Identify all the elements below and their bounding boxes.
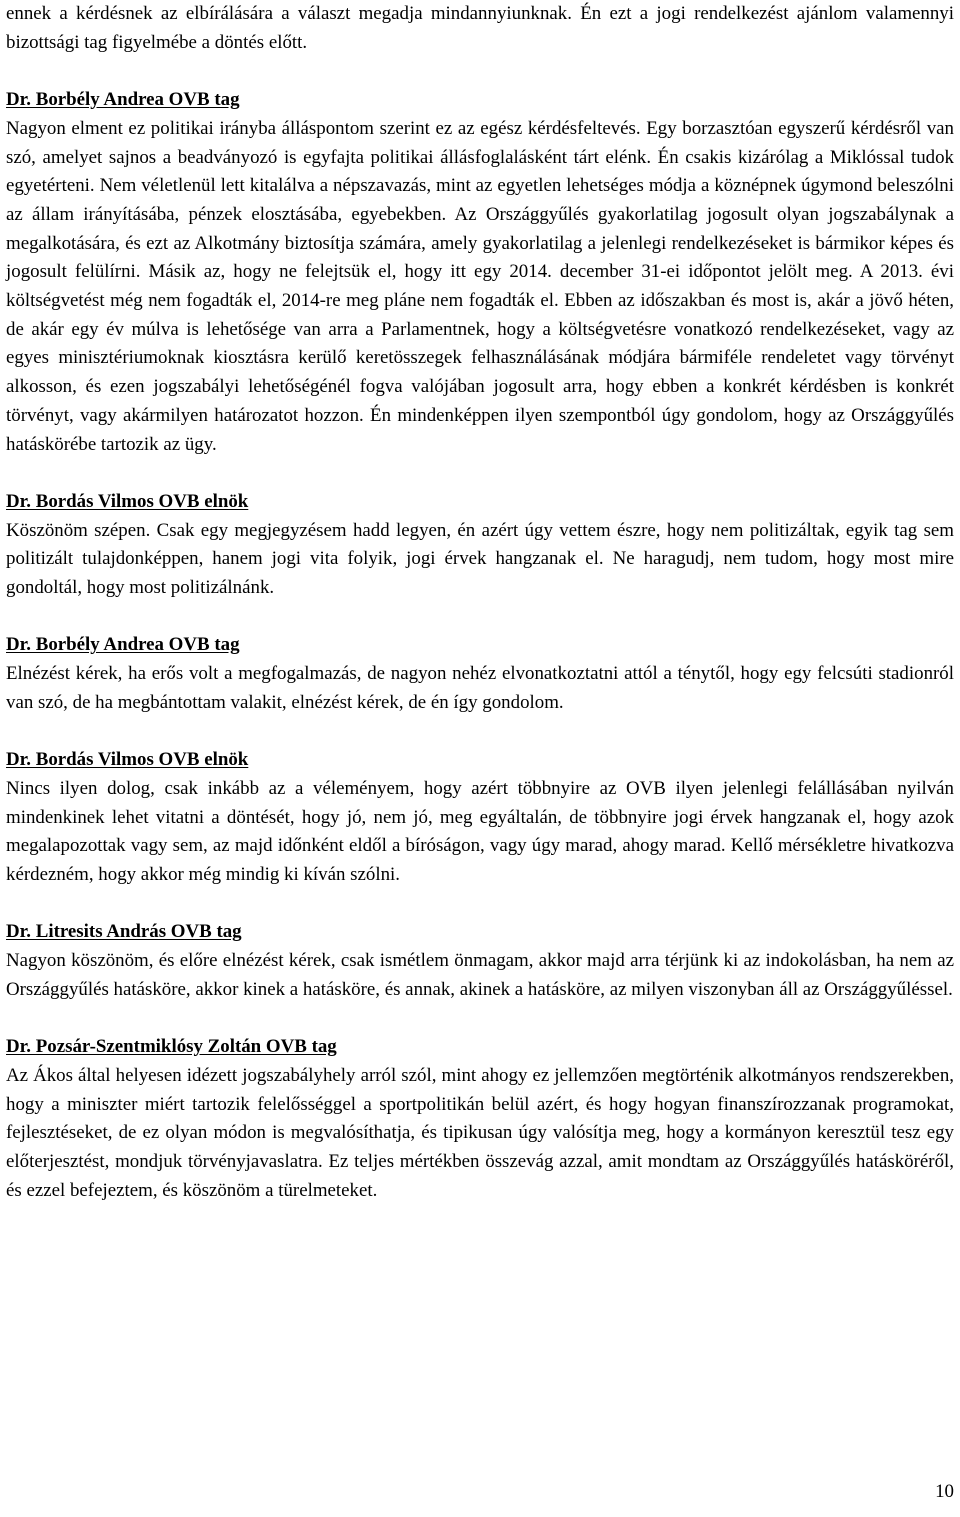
spacer bbox=[6, 1005, 954, 1034]
speaker-name: Dr. Borbély Andrea OVB tag bbox=[6, 89, 240, 111]
speech-paragraph: Az Ákos által helyesen idézett jogszabályhely arról szól, mint ahogy ez jellemzően megtörténik alkotmányos rendszerekben, hogy a miniszter miért tartozik felelősséggel a sportpolitikán belül azért, és hogy hogyan finanszírozzanak programokat, fejlesztéseket, de ez olyan módon is megvalósíthatja, és tipikusan úgy valósítja meg, hogy a kormányon keresztül tesz egy előterjesztést, mondjuk törvényjavaslatra. Ez teljes mértékben összevág azzal, amit mondtam az Országgyűlés hatásköréről, és ezzel befejeztem, és köszönöm a türelmeteket. bbox=[6, 1064, 954, 1201]
speaker-name: Dr. Bordás Vilmos OVB elnök bbox=[6, 749, 249, 771]
speech-paragraph: Nagyon elment ez politikai irányba álláspontom szerint ez az egész kérdésfeltevés. Egy borzasztóan egyszerű kérdésről van szó, amelyet sajnos a beadványozó is egyfajta politikai állásfoglalásként tárt elénk. Én csakis kizárólag a Miklóssal tudok egyetérteni. Nem véletlenül lett kitalálva a népszavazás, mint az egyetlen lehetséges módja a köznépnek úgymond beleszólni az állam irányításába, pénzek elosztásába, egyebekben. Az Országgyűlés gyakorlatilag jogosult olyan jogszabálynak a megalkotására, és ezt az Alkotmány biztosítja számára, amely gyakorlatilag a jelenlegi rendelkezéseket is bármikor képes és jogosult felülírni. Másik az, hogy ne felejtsük el, hogy itt egy 2014. december 31-ei időpontot jelölt meg. A 2013. évi költségvetést még nem fogadták el, 2014-re meg pláne nem fogadták el. Ebben az időszakban és most is, akár a jövő héten, de akár egy év múlva is lehetősége van arra a Parlamentnek, hogy a költségvetésre vonatkozó rendelkezéseket, vagy az egyes minisztériumoknak kiosztásra kerülő keretösszegek felhasználásának módjára bármiféle rendeletet vagy törvényt alkosson, és ezen jogszabályi lehetőségénél fogva valójában jogosult arra, hogy ebben a konkrét kérdésben is konkrét törvényt, vagy akármilyen határozatot hozzon. Én mindenképpen ilyen szempontból úgy gondolom, hogy az Országgyűlés hatáskörébe tartozik az ügy. bbox=[6, 117, 954, 455]
spacer bbox=[6, 890, 954, 919]
document-page bbox=[6, 0, 954, 1205]
speaker-name: Dr. Litresits András OVB tag bbox=[6, 921, 242, 943]
speaker-name: Dr. Bordás Vilmos OVB elnök bbox=[6, 490, 249, 512]
spacer bbox=[6, 718, 954, 747]
speech-paragraph: Nincs ilyen dolog, csak inkább az a véleményem, hogy azért többnyire az OVB ilyen jelenlegi felállásában nyilván mindenkinek lehet vitatni a döntését, hogy jó, nem jó, meg egyáltalán, de többnyire jogi érvek hangzanak el, hogy azok megalapozottak vagy sem, az majd időnként eldől a bíróságon, vagy úgy marad, ahogy marad. Kellő mérsékletre hivatkozva kérdezném, hogy akkor még mindig ki kíván szólni. bbox=[6, 777, 954, 886]
speech-paragraph: Nagyon köszönöm, és előre elnézést kérek, csak ismétlem önmagam, akkor majd arra térjünk ki az indokolásban, ha nem az Országgyűlés hatásköre, akkor kinek a hatásköre, és annak, akinek a hatásköre, az milyen viszonyban áll az Országgyűléssel. bbox=[6, 950, 954, 1000]
page-number: 10 bbox=[935, 1481, 954, 1502]
speaker-name: Dr. Borbély Andrea OVB tag bbox=[6, 634, 240, 656]
spacer bbox=[6, 57, 954, 86]
spacer bbox=[6, 459, 954, 488]
speech-paragraph: Elnézést kérek, ha erős volt a megfogalmazás, de nagyon nehéz elvonatkoztatni attól a ténytől, hogy egy felcsúti stadionról van szó, de ha megbántottam valakit, elnézést kérek, de én így gondolom. bbox=[6, 663, 954, 713]
intro-paragraph: ennek a kérdésnek az elbírálására a választ megadja mindannyiunknak. Én ezt a jogi rendelkezést ajánlom valamennyi bizottsági tag figyelmébe a döntés előtt. bbox=[6, 3, 954, 53]
speech-paragraph: Köszönöm szépen. Csak egy megjegyzésem hadd legyen, én azért úgy vettem észre, hogy nem politizáltak, egyik tag sem politizált tulajdonképpen, hanem jogi vita folyik, jogi érvek hangzanak el. Ne haragudj, nem tudom, hogy most mire gondoltál, hogy most politizálnánk. bbox=[6, 519, 954, 599]
speaker-name: Dr. Pozsár-Szentmiklósy Zoltán OVB tag bbox=[6, 1036, 337, 1058]
spacer bbox=[6, 603, 954, 632]
